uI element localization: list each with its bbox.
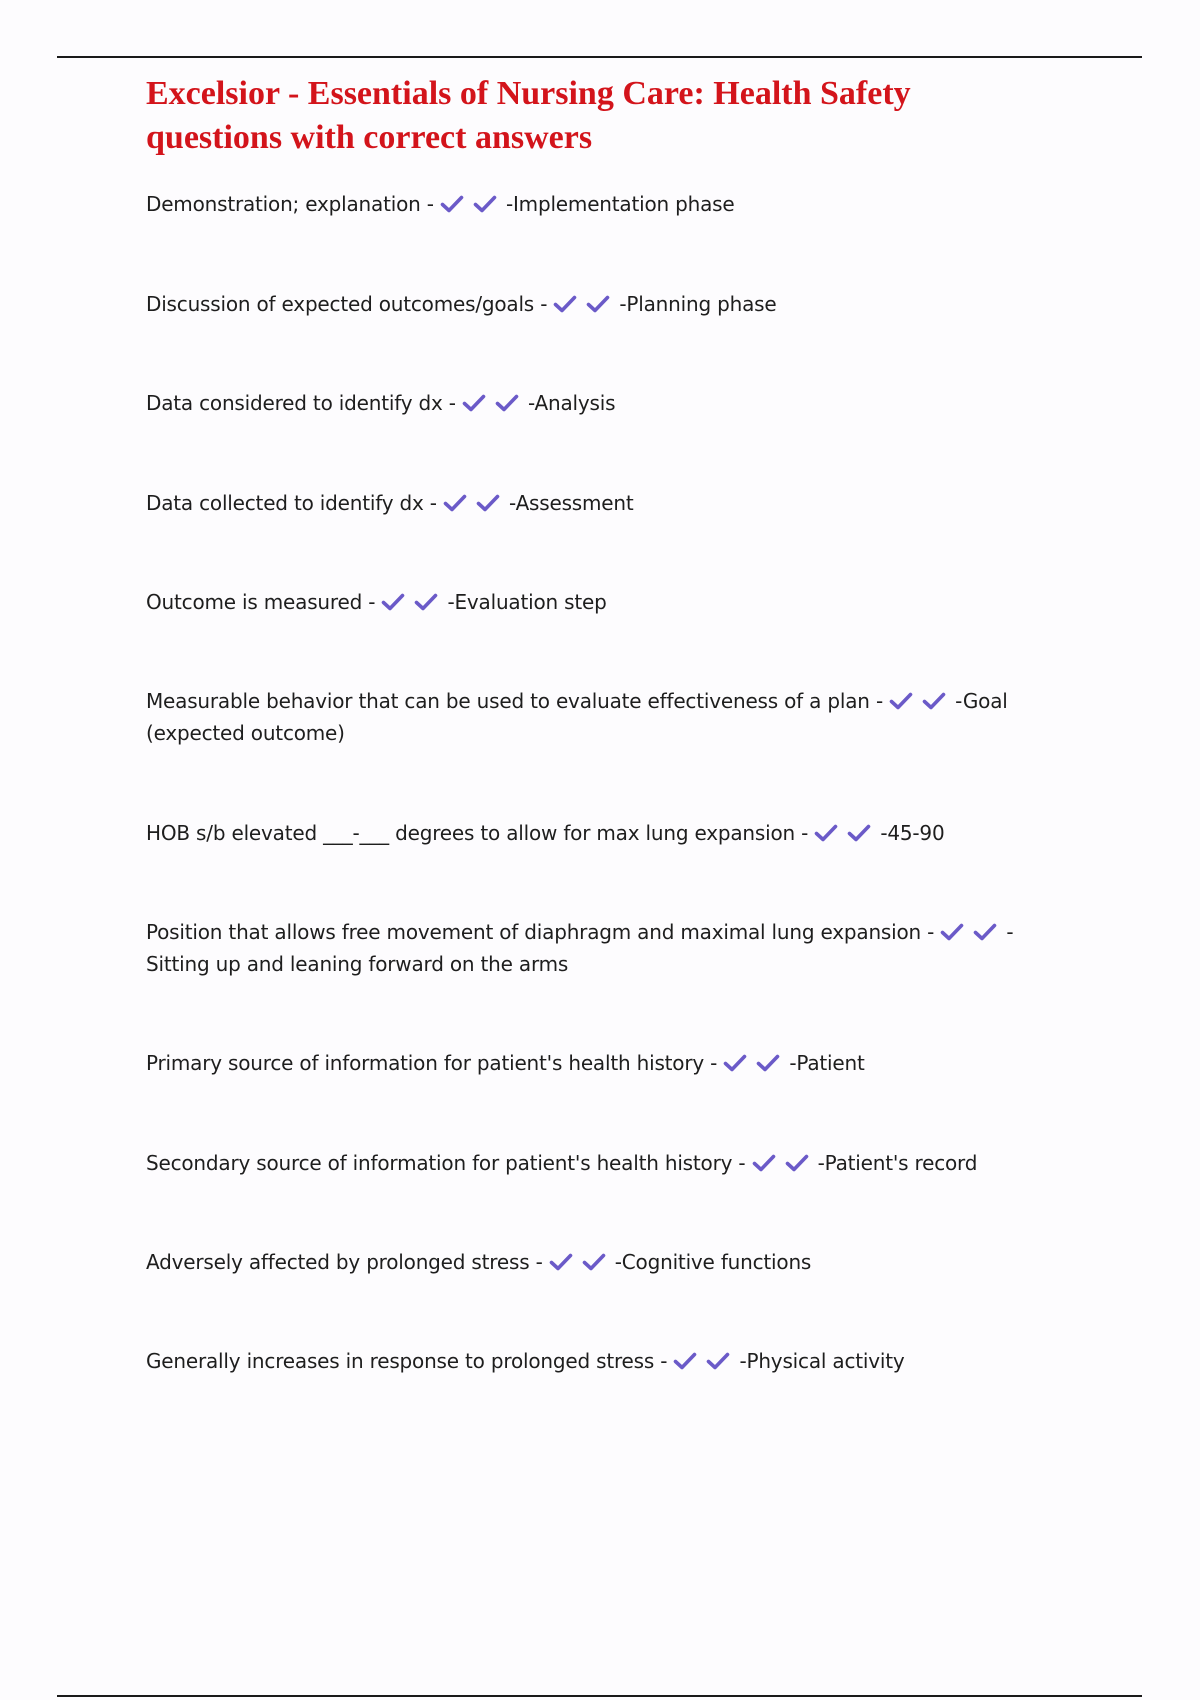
separator: - xyxy=(423,491,443,515)
question-text: Primary source of information for patient's health history xyxy=(146,1051,704,1075)
answer-text: Assessment xyxy=(515,491,634,515)
check-icon xyxy=(586,294,610,314)
qa-item xyxy=(146,817,1066,849)
check-icon xyxy=(476,493,500,513)
check-icon xyxy=(847,823,871,843)
qa-item xyxy=(146,1345,1066,1377)
question-text: Data collected to identify dx xyxy=(146,491,424,515)
qa-item xyxy=(146,1246,1066,1278)
qa-item xyxy=(146,586,1066,618)
check-icon xyxy=(440,194,464,214)
answer-text: Goal (expected outcome) xyxy=(146,689,1008,745)
answer-prefix: - xyxy=(527,391,535,415)
answer-text: Sitting up and leaning forward on the arms xyxy=(146,952,569,976)
separator: - xyxy=(704,1051,724,1075)
qa-item xyxy=(146,288,1066,320)
check-icon xyxy=(973,922,997,942)
question-text: Demonstration; explanation xyxy=(146,192,421,216)
answer-prefix: - xyxy=(447,590,455,614)
separator: - xyxy=(534,292,554,316)
check-icon xyxy=(940,922,964,942)
qa-item xyxy=(146,387,1066,419)
question-text: Data considered to identify dx xyxy=(146,391,443,415)
separator: - xyxy=(732,1151,752,1175)
question-text: Measurable behavior that can be used to evaluate effectiveness of a plan xyxy=(146,689,870,713)
answer-text: Patient xyxy=(796,1051,865,1075)
answer-prefix: - xyxy=(817,1151,825,1175)
qa-item xyxy=(146,916,1066,980)
document-title: Excelsior - Essentials of Nursing Care: Health Safety questions with correct answers xyxy=(146,75,911,156)
answer-text: Implementation phase xyxy=(512,192,735,216)
check-icon xyxy=(814,823,838,843)
separator: - xyxy=(654,1349,674,1373)
qa-item xyxy=(146,1147,1066,1179)
answer-text: Planning phase xyxy=(626,292,777,316)
separator: - xyxy=(921,920,941,944)
bottom-rule xyxy=(57,1695,1142,1697)
question-text: Discussion of expected outcomes/goals xyxy=(146,292,535,316)
answer-prefix: - xyxy=(1006,920,1014,944)
answer-text: Patient's record xyxy=(824,1151,978,1175)
check-icon xyxy=(723,1053,747,1073)
check-icon xyxy=(495,393,519,413)
separator: - xyxy=(869,689,890,713)
qa-item xyxy=(146,685,1066,749)
check-icon xyxy=(443,493,467,513)
qa-item xyxy=(146,487,1066,519)
separator: - xyxy=(420,192,440,216)
answer-prefix: - xyxy=(880,821,888,845)
check-icon xyxy=(889,691,913,711)
question-text: Generally increases in response to prolonged stress xyxy=(146,1349,655,1373)
answer-prefix: - xyxy=(789,1051,797,1075)
answer-text: Analysis xyxy=(534,391,616,415)
qa-item xyxy=(146,1047,1066,1079)
question-text: Position that allows free movement of diaphragm and maximal lung expansion xyxy=(146,920,922,944)
separator: - xyxy=(442,391,462,415)
check-icon xyxy=(414,592,438,612)
answer-text: 45-90 xyxy=(887,821,945,845)
question-text: Secondary source of information for patient's health history xyxy=(146,1151,733,1175)
answer-prefix: - xyxy=(505,192,513,216)
check-icon xyxy=(462,393,486,413)
check-icon xyxy=(473,194,497,214)
top-rule xyxy=(57,56,1142,58)
check-icon xyxy=(549,1252,573,1272)
check-icon xyxy=(785,1153,809,1173)
answer-prefix: - xyxy=(955,689,963,713)
separator: - xyxy=(362,590,382,614)
answer-prefix: - xyxy=(614,1250,622,1274)
question-text: HOB s/b elevated ___-___ degrees to allow for max lung expansion xyxy=(146,821,795,845)
document-body xyxy=(146,72,1066,1373)
separator: - xyxy=(794,821,815,845)
answer-prefix: - xyxy=(508,491,516,515)
check-icon xyxy=(922,691,946,711)
answer-prefix: - xyxy=(619,292,627,316)
answer-text: Physical activity xyxy=(746,1349,905,1373)
question-text: Adversely affected by prolonged stress xyxy=(146,1250,530,1274)
separator: - xyxy=(529,1250,549,1274)
check-icon xyxy=(756,1053,780,1073)
question-text: Outcome is measured xyxy=(146,590,363,614)
qa-item xyxy=(146,188,1066,220)
answer-text: Cognitive functions xyxy=(621,1250,812,1274)
check-icon xyxy=(553,294,577,314)
check-icon xyxy=(706,1351,730,1371)
answer-prefix: - xyxy=(739,1349,747,1373)
answer-text: Evaluation step xyxy=(454,590,607,614)
check-icon xyxy=(582,1252,606,1272)
check-icon xyxy=(752,1153,776,1173)
check-icon xyxy=(381,592,405,612)
check-icon xyxy=(673,1351,697,1371)
